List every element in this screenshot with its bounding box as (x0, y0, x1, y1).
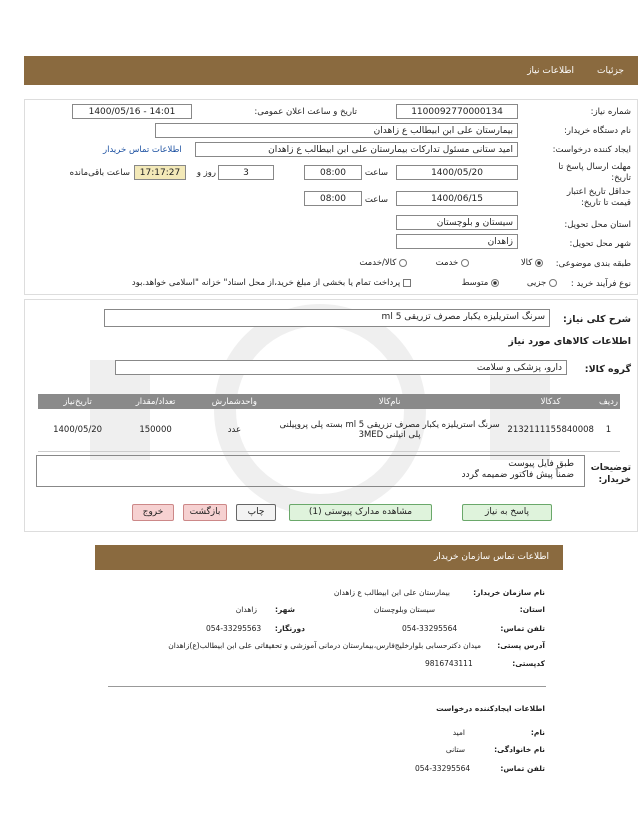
buyer-contact-link[interactable]: اطلاعات تماس خریدار (103, 145, 182, 155)
tab-need-info[interactable]: اطلاعات نیاز (527, 66, 574, 76)
deadline-label: مهلت ارسال پاسخ تا تاریخ: (558, 162, 631, 183)
th-row: ردیف (597, 394, 620, 409)
reply-button[interactable]: پاسخ به نیاز (462, 504, 552, 521)
creator-info-title: اطلاعات ایجادکننده درخواست (436, 704, 545, 713)
notes-label: توضیحات خریدار: (590, 463, 631, 485)
validity-time-field: 08:00 (304, 191, 362, 206)
th-name: نام‌کالا (275, 394, 505, 409)
notes-line-2: ضمناً پیش فاکتور ضمیمه گردد (461, 470, 574, 480)
cell-code: 2132111155840008 (504, 409, 597, 451)
buyer-label: نام دستگاه خریدار: (564, 126, 631, 136)
postal-value: 9816743111 (425, 659, 473, 668)
creator-name-label: نام: (530, 728, 545, 737)
fax-value: 054-33295563 (206, 624, 262, 633)
contact-province-label: استان: (519, 605, 545, 614)
validity-date-field: 1400/06/15 (396, 191, 518, 206)
proc-medium-option[interactable] (462, 278, 499, 288)
creator-phone-label: تلفن تماس: (500, 764, 545, 773)
cell-name: سرنگ استریلیزه یکبار مصرف تزریقی 5 ml بسته پلی پروپیلنی پلی اتیلنی 3MED (275, 409, 505, 451)
contact-header (95, 545, 563, 570)
creator-phone-value: 054-33295564 (415, 764, 471, 773)
table-header-row (38, 394, 620, 409)
phone-label: تلفن تماس: (500, 624, 545, 633)
remaining-time-field: 17:17:27 (134, 165, 186, 180)
address-value: میدان دکترحسابی بلوارخلیج‌فارس،بیمارستان درمانی آموزشی و تحقیقاتی علی ابن ابیطالب(ع)زاهدان (168, 641, 481, 650)
contact-divider (108, 686, 546, 687)
cat-service-text: خدمت (435, 258, 459, 268)
top-tab-bar (24, 56, 638, 85)
deadline-time-label: ساعت (364, 168, 388, 178)
deadline-date-field: 1400/05/20 (396, 165, 518, 180)
items-title: اطلاعات کالاهای مورد نیاز (508, 336, 631, 347)
proc-medium-text: متوسط (461, 278, 489, 288)
items-table (38, 394, 620, 452)
exit-button[interactable]: خروج (132, 504, 174, 521)
proc-small-option[interactable] (527, 278, 557, 288)
days-label: روز و (196, 168, 216, 178)
need-number-field: 1100092770000134 (396, 104, 518, 119)
remaining-label: ساعت باقی‌مانده (69, 168, 130, 178)
cat-goods-service-radio[interactable] (399, 259, 407, 267)
cat-goods-option[interactable] (521, 258, 543, 268)
th-code: کدکالا (504, 394, 597, 409)
creator-label: ایجاد کننده درخواست: (552, 145, 631, 155)
cat-goods-service-text: کالا/خدمت (359, 258, 397, 268)
summary-field: سرنگ استریلیزه یکبار مصرف تزریقی 5 ml (104, 309, 550, 327)
contact-header-title: اطلاعات تماس سازمان خریدار (433, 552, 549, 562)
org-value: بیمارستان علی ابن ابیطالب ع زاهدان (333, 588, 450, 597)
city-field: زاهدان (396, 234, 518, 249)
buyer-field: بیمارستان علی ابن ابیطالب ع زاهدان (155, 123, 518, 138)
city-label: شهر محل تحویل: (569, 239, 631, 249)
creator-field: امید ستانی مسئول تدارکات بیمارستان علی ابن ابیطالب ع زاهدان (195, 142, 518, 157)
province-label: استان محل تحویل: (564, 220, 631, 230)
contact-city-label: شهر: (275, 605, 295, 614)
announce-field: 1400/05/16 - 14:01 (72, 104, 192, 119)
validity-label: حداقل تاریخ اعتبار قیمت تا تاریخ: (566, 187, 631, 208)
summary-label: شرح کلی نیاز: (562, 314, 631, 325)
proc-small-radio[interactable] (549, 279, 557, 287)
th-date: تاریخ‌نیاز (38, 394, 117, 409)
contact-province-value: سیستان وبلوچستان (373, 605, 435, 614)
cat-service-option[interactable] (436, 258, 469, 268)
postal-label: کدپستی: (512, 659, 545, 668)
print-button[interactable]: چاپ (236, 504, 276, 521)
need-number-label: شماره نیاز: (590, 107, 631, 117)
proc-small-text: جزیی (526, 278, 547, 288)
cell-unit: عدد (194, 409, 275, 451)
th-qty: تعداد/مقدار (117, 394, 194, 409)
fax-label: دورنگار: (274, 624, 305, 633)
creator-name-value: امید (452, 728, 465, 737)
table-row (38, 409, 620, 451)
th-unit: واحدشمارش (194, 394, 275, 409)
cat-goods-radio[interactable] (535, 259, 543, 267)
category-label: طبقه بندی موضوعی: (555, 259, 631, 269)
deadline-time-field: 08:00 (304, 165, 362, 180)
cat-goods-text: کالا (520, 258, 533, 268)
payment-option[interactable] (132, 278, 411, 288)
org-label: نام سازمان خریدار: (473, 588, 545, 597)
cat-goods-service-option[interactable] (359, 258, 407, 268)
creator-family-label: نام خانوادگی: (494, 745, 545, 754)
province-field: سیستان و بلوچستان (396, 215, 518, 230)
process-label: نوع فرآیند خرید : (570, 279, 631, 289)
validity-time-label: ساعت (364, 195, 388, 205)
notes-box (36, 455, 585, 487)
notes-line-1: طبق فایل پیوست (508, 459, 574, 469)
contact-city-value: زاهدان (235, 605, 257, 614)
cat-service-radio[interactable] (461, 259, 469, 267)
days-field: 3 (218, 165, 274, 180)
creator-family-value: ستانی (445, 745, 465, 754)
address-label: آدرس پستی: (497, 641, 545, 650)
attachments-button[interactable]: مشاهده مدارک پیوستی (1) (289, 504, 432, 521)
tab-details[interactable]: جزئیات (597, 66, 624, 76)
phone-value: 054-33295564 (402, 624, 458, 633)
payment-checkbox[interactable] (403, 279, 411, 287)
announce-label: تاریخ و ساعت اعلان عمومی: (254, 107, 357, 117)
cell-date: 1400/05/20 (38, 409, 117, 451)
cell-row: 1 (597, 409, 620, 451)
back-button[interactable]: بازگشت (183, 504, 227, 521)
proc-medium-radio[interactable] (491, 279, 499, 287)
payment-note: پرداخت تمام یا بخشی از مبلغ خرید،از محل اسناد" خزانه "اسلامی خواهد.بود (131, 278, 401, 288)
group-field: دارو، پزشکی و سلامت (115, 360, 567, 375)
cell-qty: 150000 (117, 409, 194, 451)
group-label: گروه کالا: (584, 364, 631, 375)
